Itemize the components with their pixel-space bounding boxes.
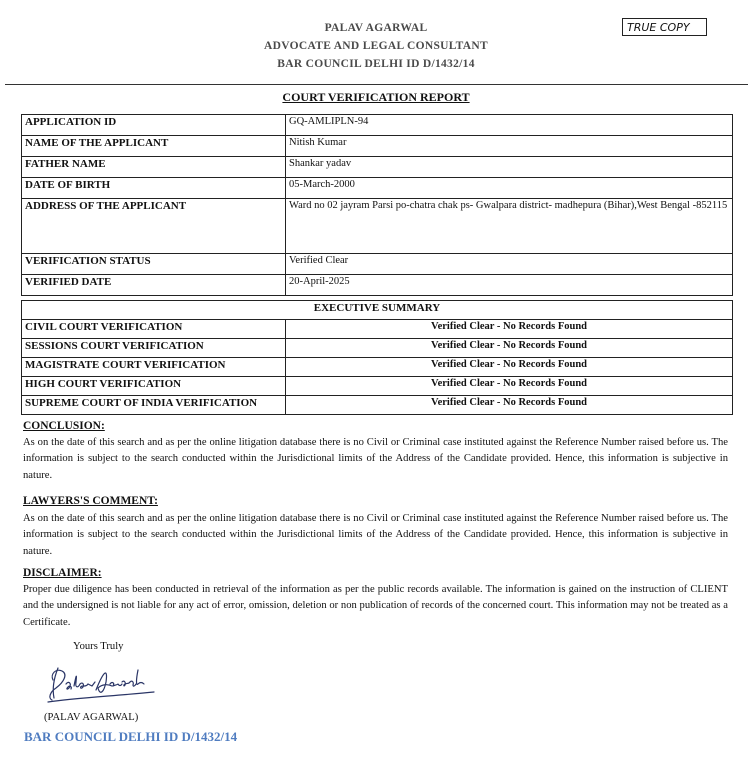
court-result: Verified Clear - No Records Found xyxy=(286,339,733,358)
table-row xyxy=(22,199,733,254)
court-label: SESSIONS COURT VERIFICATION xyxy=(22,339,286,358)
closing-text: Yours Truly xyxy=(73,641,124,652)
field-label: APPLICATION ID xyxy=(22,115,286,136)
court-result: Verified Clear - No Records Found xyxy=(286,358,733,377)
report-title: COURT VERIFICATION REPORT xyxy=(282,90,470,104)
field-value: Ward no 02 jayram Parsi po-chatra chak ps- Gwalpara district- madhepura (Bihar),West Bengal -852115 xyxy=(286,199,733,254)
field-value: 20-April-2025 xyxy=(286,275,733,296)
applicant-details-table xyxy=(21,114,733,296)
field-value: GQ-AMLIPLN-94 xyxy=(286,115,733,136)
field-value: Verified Clear xyxy=(286,254,733,275)
court-label: HIGH COURT VERIFICATION xyxy=(22,377,286,396)
advocate-designation: ADVOCATE AND LEGAL CONSULTANT xyxy=(264,40,488,52)
table-row xyxy=(22,157,733,178)
conclusion-text: As on the date of this search and as per the online litigation database there is no Civil or Criminal case instituted against the Reference Number raised before us. The information is subject to the search conducted within the Jurisdictional limits of the Address of the Candidate provided. Hence, this information is subjective in nature. xyxy=(23,437,728,481)
lawyers-comment-text: As on the date of this search and as per the online litigation database there is no Civil or Criminal case instituted against the Reference Number raised before us. The information is subject to the search conducted within the Jurisdictional limits of the Address of the Candidate provided. Hence, this information is subjective in nature. xyxy=(23,513,728,557)
field-label: DATE OF BIRTH xyxy=(22,178,286,199)
field-value: Shankar yadav xyxy=(286,157,733,178)
court-result: Verified Clear - No Records Found xyxy=(286,377,733,396)
field-value: Nitish Kumar xyxy=(286,136,733,157)
court-label: SUPREME COURT OF INDIA VERIFICATION xyxy=(22,396,286,415)
disclaimer-heading: DISCLAIMER: xyxy=(23,567,102,579)
court-label: MAGISTRATE COURT VERIFICATION xyxy=(22,358,286,377)
field-label: FATHER NAME xyxy=(22,157,286,178)
handwritten-signature xyxy=(44,662,159,706)
court-result: Verified Clear - No Records Found xyxy=(286,320,733,339)
table-row xyxy=(22,136,733,157)
summary-heading: EXECUTIVE SUMMARY xyxy=(22,301,733,320)
table-row xyxy=(22,115,733,136)
field-value: 05-March-2000 xyxy=(286,178,733,199)
table-row xyxy=(22,377,733,396)
field-label: VERIFICATION STATUS xyxy=(22,254,286,275)
table-row xyxy=(22,301,733,320)
court-label: CIVIL COURT VERIFICATION xyxy=(22,320,286,339)
executive-summary-table xyxy=(21,300,733,415)
true-copy-stamp: TRUE COPY xyxy=(622,18,707,36)
table-row xyxy=(22,254,733,275)
advocate-name: PALAV AGARWAL xyxy=(324,22,428,34)
signature-lettering: Palav Agarwal xyxy=(44,662,50,663)
signatory-name: (PALAV AGARWAL) xyxy=(44,712,139,723)
field-label: ADDRESS OF THE APPLICANT xyxy=(22,199,286,254)
table-row xyxy=(22,339,733,358)
field-label: VERIFIED DATE xyxy=(22,275,286,296)
court-result: Verified Clear - No Records Found xyxy=(286,396,733,415)
table-row xyxy=(22,178,733,199)
conclusion-heading: CONCLUSION: xyxy=(23,420,105,432)
table-row xyxy=(22,320,733,339)
disclaimer-text: Proper due diligence has been conducted in retrieval of the information as per the public records available. The information is gained on the instruction of CLIENT and the undersigned is not liable for any act of error, omission, deletion or non publication of records of the concerned court. This information may not be treated as a Certificate. xyxy=(23,584,728,628)
advocate-bar-id: BAR COUNCIL DELHI ID D/1432/14 xyxy=(277,58,475,70)
table-row xyxy=(22,358,733,377)
field-label: NAME OF THE APPLICANT xyxy=(22,136,286,157)
header-divider xyxy=(5,84,748,85)
table-row xyxy=(22,396,733,415)
signatory-bar-id: BAR COUNCIL DELHI ID D/1432/14 xyxy=(24,729,238,744)
lawyers-comment-heading: LAWYERS'S COMMENT: xyxy=(23,495,158,507)
table-row xyxy=(22,275,733,296)
